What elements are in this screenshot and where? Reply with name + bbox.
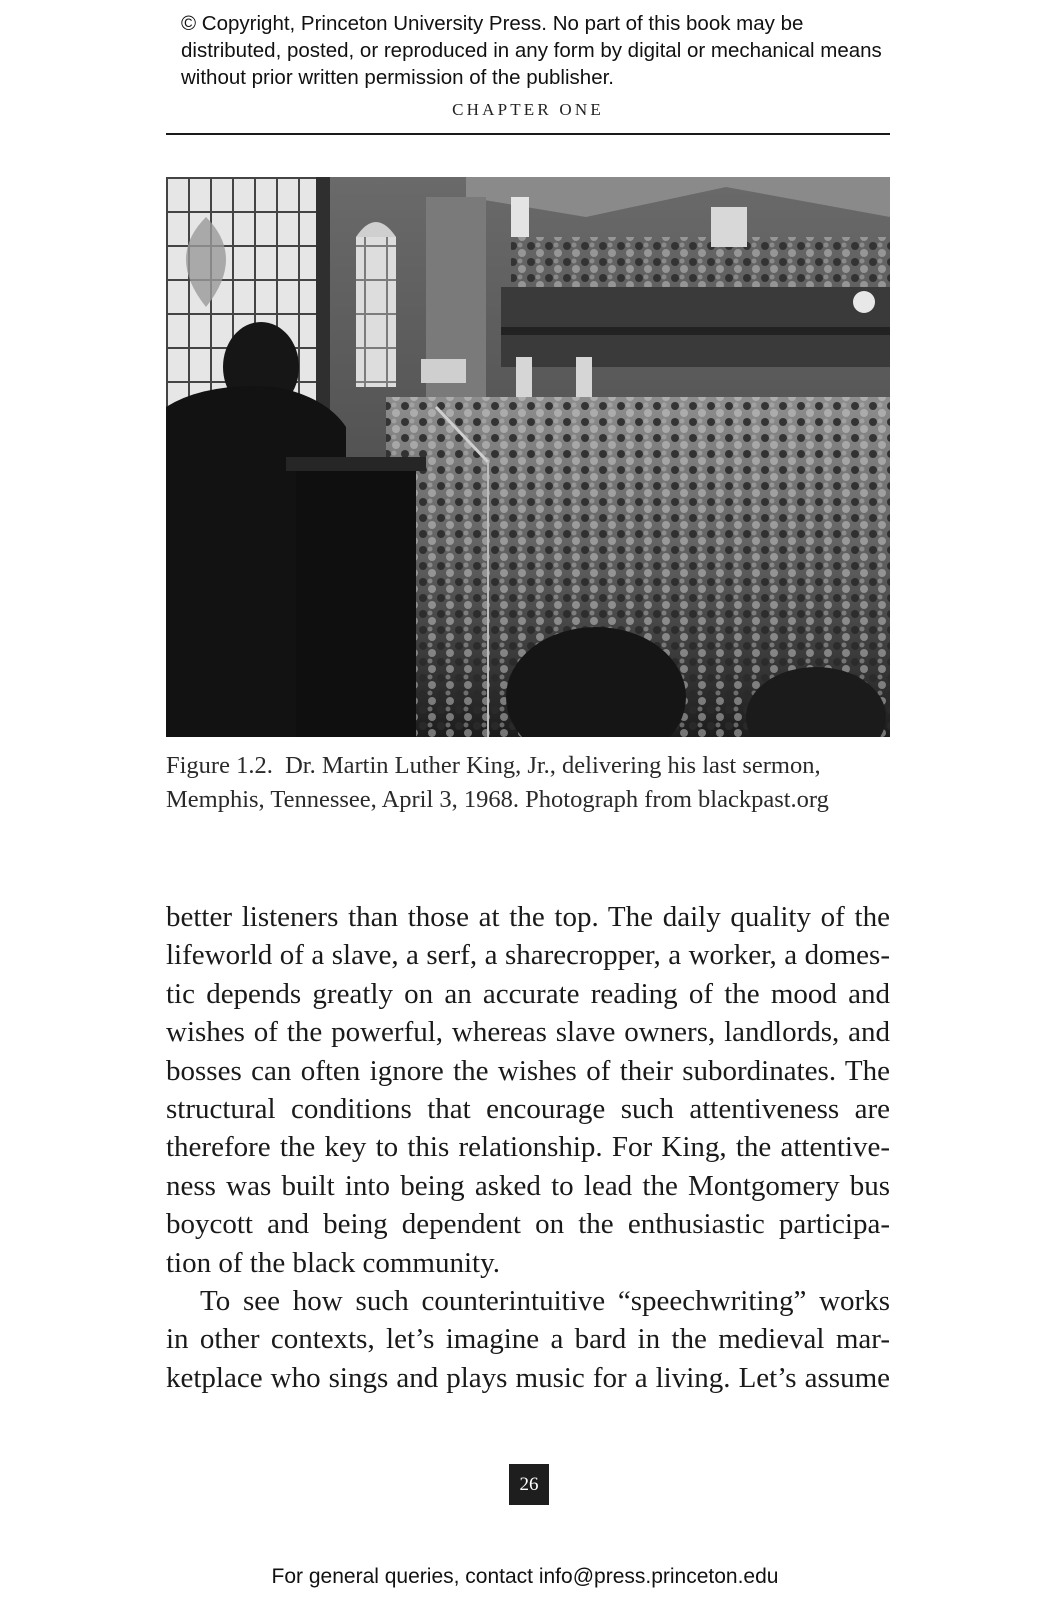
text-line: To see how such counterintuitive “speechwriting” works <box>200 1285 890 1318</box>
running-head: CHAPTER ONE <box>452 100 604 119</box>
copyright-notice: © Copyright, Princeton University Press. No part of this book may be distributed, posted, or reproduced in any form by digital or mechanical means without prior written permission of the publisher. <box>181 12 882 89</box>
church-sermon-photo <box>166 177 890 737</box>
text-line: wishes of the powerful, whereas slave owners, landlords, and <box>166 1016 890 1049</box>
text-line: tic depends greatly on an accurate reading of the mood and <box>166 977 890 1010</box>
figure-photograph <box>166 177 890 737</box>
text-line: bosses can often ignore the wishes of their subordinates. The <box>166 1054 890 1087</box>
text-line: ketplace who sings and plays music for a living. Let’s assume <box>166 1361 890 1394</box>
text-line: in other contexts, let’s imagine a bard in the medieval mar- <box>166 1323 890 1356</box>
text-line: tion of the black community. <box>166 1246 500 1279</box>
header-rule <box>166 133 890 135</box>
body-text <box>166 898 890 1397</box>
text-line: lifeworld of a slave, a serf, a sharecropper, a worker, a domes- <box>166 939 890 972</box>
figure-caption <box>166 749 906 817</box>
footer-contact: For general queries, contact info@press.princeton.edu <box>271 1565 779 1588</box>
text-line: structural conditions that encourage such attentiveness are <box>166 1093 890 1126</box>
caption-line: Figure 1.2. Dr. Martin Luther King, Jr., delivering his last sermon, <box>166 752 821 779</box>
caption-line: Memphis, Tennessee, April 3, 1968. Photograph from blackpast.org <box>166 786 829 813</box>
page-number: 26 <box>509 1464 549 1505</box>
text-line: therefore the key to this relationship. For King, the attentive- <box>166 1131 890 1164</box>
text-line: ness was built into being asked to lead the Montgomery bus <box>166 1169 890 1202</box>
text-line: better listeners than those at the top. The daily quality of the <box>166 901 890 933</box>
text-line: boycott and being dependent on the enthusiastic participa- <box>166 1208 890 1241</box>
